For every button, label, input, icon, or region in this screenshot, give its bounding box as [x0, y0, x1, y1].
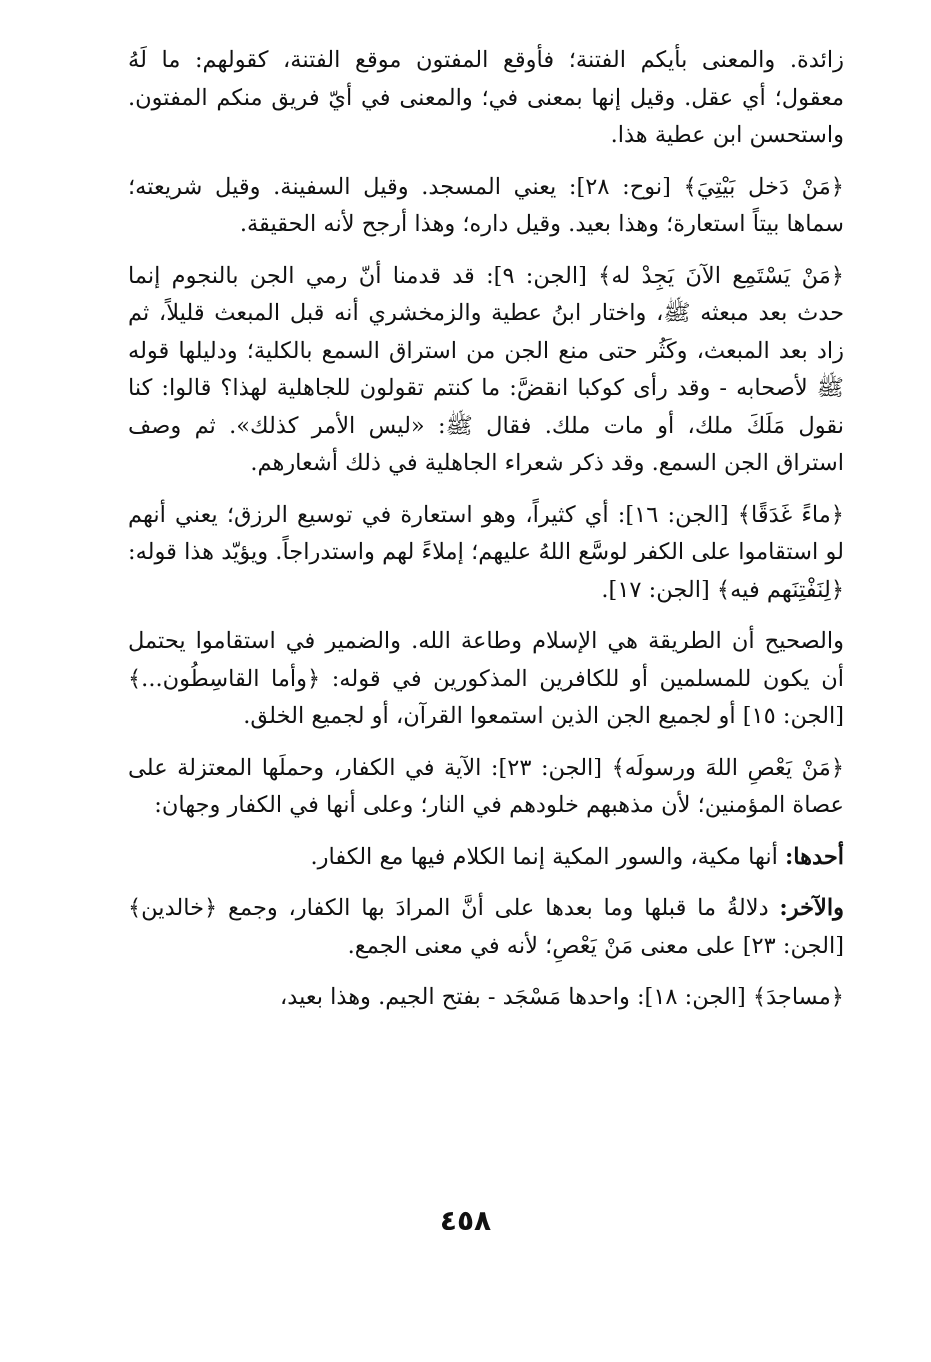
paragraph-the-path: والصحيح أن الطريقة هي الإسلام وطاعة الله. والضمير في استقاموا يحتمل أن يكون للمسلمين أو للكافرين المذكورين في قوله: ﴿وأما القاسِطُون...﴾ [الجن: ١٥] أو لجميع الجن الذين استمعوا القرآن، أو لجميع الخلق.	[128, 628, 844, 729]
paragraph-point-two	[128, 890, 844, 965]
paragraph-my-house: ﴿مَنْ دَخل بَيْتِيَ﴾ [نوح: ٢٨]: يعني المسجد. وقيل السفينة. وقيل شريعته؛ سماها بيتاً استعارة؛ وهذا بعيد. وقيل داره؛ وهذا أرجح لأنه الحقيقة.	[128, 173, 844, 237]
paragraph-listen-now: ﴿مَنْ يَسْتَمِع الآنَ يَجِدْ له﴾ [الجن: ٩]: قد قدمنا أنّ رمي الجن بالنجوم إنما حدث بعد مبعثه ﷺ، واختار ابنُ عطية والزمخشري أنه قبل المبعث قليلاً، ثم زاد بعد المبعث، وكَثُر حتى منع الجن من استراق السمع بالكلية؛ ودليلها قوله ﷺ لأصحابه - وقد رأى كوكبا انقضَّ: ما كنتم تقولون للجاهلية لهذا؟ قالوا: كنا نقول مَلَكَ ملك، أو مات ملك. فقال ﷺ: «ليس الأمر كذلك». ثم وصف استراق الجن السمع. وقد ذكر شعراء الجاهلية في ذلك أشعارهم.	[128, 262, 844, 476]
paragraph-disobeys: ﴿مَنْ يَعْصِ اللهَ ورسولَه﴾ [الجن: ٢٣]: الآية في الكفار، وحملَها المعتزلة على عصاة المؤمنين؛ لأن مذهبهم خلودهم في النار؛ وعلى أنها في الكفار وجهان:	[128, 754, 845, 818]
page-number: ٤٥٨	[439, 1204, 492, 1237]
point-one-text: أنها مكية، والسور المكية إنما الكلام فيها مع الكفار.	[310, 843, 785, 870]
point-two-text: دلالةُ ما قبلها وما بعدها على أنَّ المرادَ بها الكفار، وجمع ﴿خالدين﴾ [الجن: ٢٣] على معنى مَنْ يَعْصِ؛ لأنه في معنى الجمع.	[128, 895, 844, 959]
point-one-lead: أحدها:	[785, 843, 844, 870]
page-body	[128, 42, 844, 1031]
paragraph-continuation: زائدة. والمعنى بأيكم الفتنة؛ فأوقع المفتون موقع الفتنة، كقولهم: ما لَهُ معقول؛ أي عقل. وقيل إنها بمعنى في؛ والمعنى في أيّ فريق منكم المفتون. واستحسن ابن عطية هذا.	[128, 47, 844, 148]
point-two-lead: والآخر:	[779, 895, 844, 921]
paragraph-mosques: ﴿مساجدَ﴾ [الجن: ١٨]: واحدها مَسْجَد - بفتح الجيم. وهذا بعيد،	[280, 984, 844, 1010]
paragraph-abundant-water: ﴿ماءً غَدَقًا﴾ [الجن: ١٦]: أي كثيراً، وهو استعارة في توسيع الرزق؛ يعني أنهم لو استقاموا على الكفر لوسَّع اللهُ عليهم؛ إملاءً لهم واستدراجاً. ويؤيّد هذا قوله: ﴿لِنَفْتِنَهم فيه﴾ [الجن: ١٧].	[128, 501, 844, 603]
paragraph-point-one	[128, 839, 844, 877]
